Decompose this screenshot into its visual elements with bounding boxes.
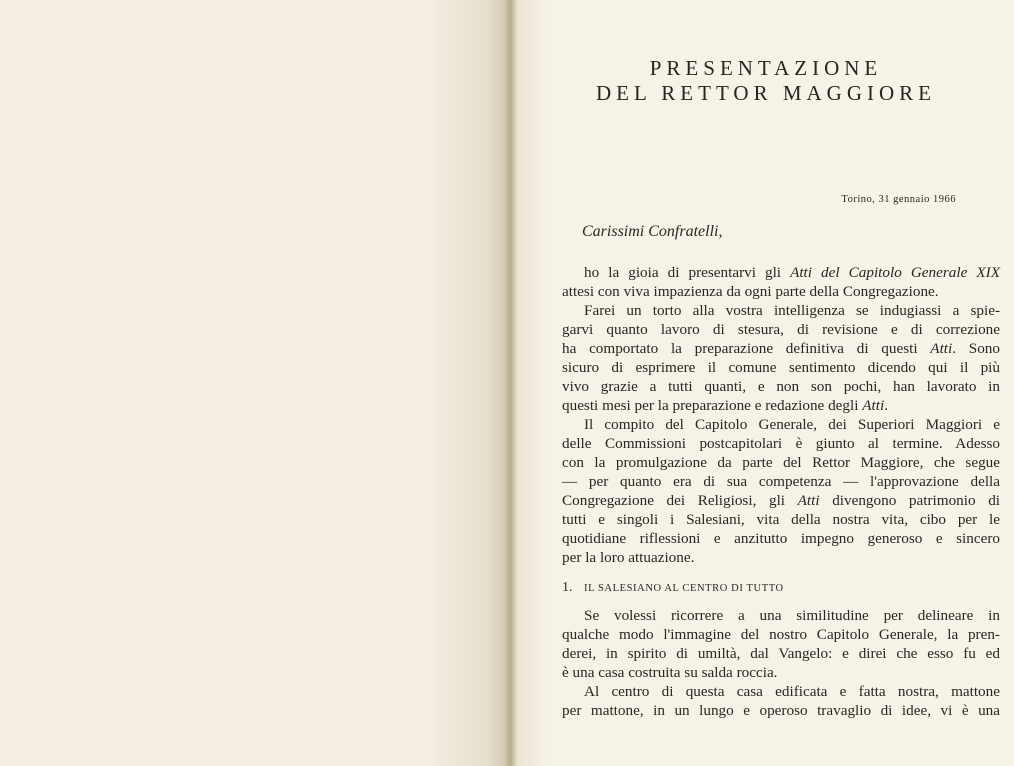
text-line: vivo grazie a tutti quanti, e non son pochi, han lavorato in: [562, 378, 1000, 395]
dateline: Torino, 31 gennaio 1966: [841, 194, 956, 205]
text-line: delle Commissioni postcapitolari è giunto al termine. Adesso: [562, 435, 1000, 452]
text-line: qualche modo l'immagine del nostro Capitolo Generale, la pren-: [562, 626, 1000, 643]
text-line: — per quanto era di sua competenza — l'approvazione della: [562, 473, 1000, 490]
section-number: 1.: [562, 580, 573, 595]
book-gutter: [506, 0, 518, 766]
text-line: questi mesi per la preparazione e redazione degli Atti.: [562, 397, 888, 414]
section-heading: [562, 580, 784, 596]
text-line: quotidiane riflessioni e anzitutto impegno generoso e sincero: [562, 530, 1000, 547]
salutation: Carissimi Confratelli,: [582, 223, 723, 240]
text-line: per la loro attuazione.: [562, 549, 695, 566]
text-line: Se volessi ricorrere a una similitudine per delineare in: [584, 607, 1000, 624]
text-line: sicuro di esprimere il comune sentimento dicendo qui il più: [562, 359, 1000, 376]
title-line-2: DEL RETTOR MAGGIORE: [596, 81, 936, 105]
text-line: derei, in spirito di umiltà, dal Vangelo: e direi che esso fu ed: [562, 645, 1000, 662]
text-line: Congregazione dei Religiosi, gli Atti divengono patrimonio di: [562, 492, 1001, 509]
text-block: [562, 0, 1000, 766]
title-line-1: PRESENTAZIONE: [649, 56, 883, 80]
text-line: Il compito del Capitolo Generale, dei Superiori Maggiori e: [584, 416, 1000, 433]
text-line: ha comportato la preparazione definitiva di questi Atti. Sono: [562, 340, 1000, 357]
text-line: ho la gioia di presentarvi gli Atti del Capitolo Generale XIX: [584, 264, 1000, 281]
text-line: attesi con viva impazienza da ogni parte della Congregazione.: [562, 283, 939, 300]
text-line: garvi quanto lavoro di stesura, di revisione e di correzione: [562, 321, 1000, 338]
section-title: IL SALESIANO AL CENTRO DI TUTTO: [584, 583, 784, 594]
right-page: [518, 0, 1014, 766]
text-line: Al centro di questa casa edificata e fatta nostra, mattone: [584, 683, 1000, 700]
text-line: è una casa costruita su salda roccia.: [562, 664, 778, 681]
text-line: tutti e singoli i Salesiani, vita della nostra vita, cibo per le: [562, 511, 1000, 528]
text-line: con la promulgazione da parte del Rettor Maggiore, che segue: [562, 454, 1000, 471]
text-line: Farei un torto alla vostra intelligenza se indugiassi a spie-: [584, 302, 1000, 319]
text-line: per mattone, in un lungo e operoso travaglio di idee, vi è una: [562, 702, 1000, 719]
